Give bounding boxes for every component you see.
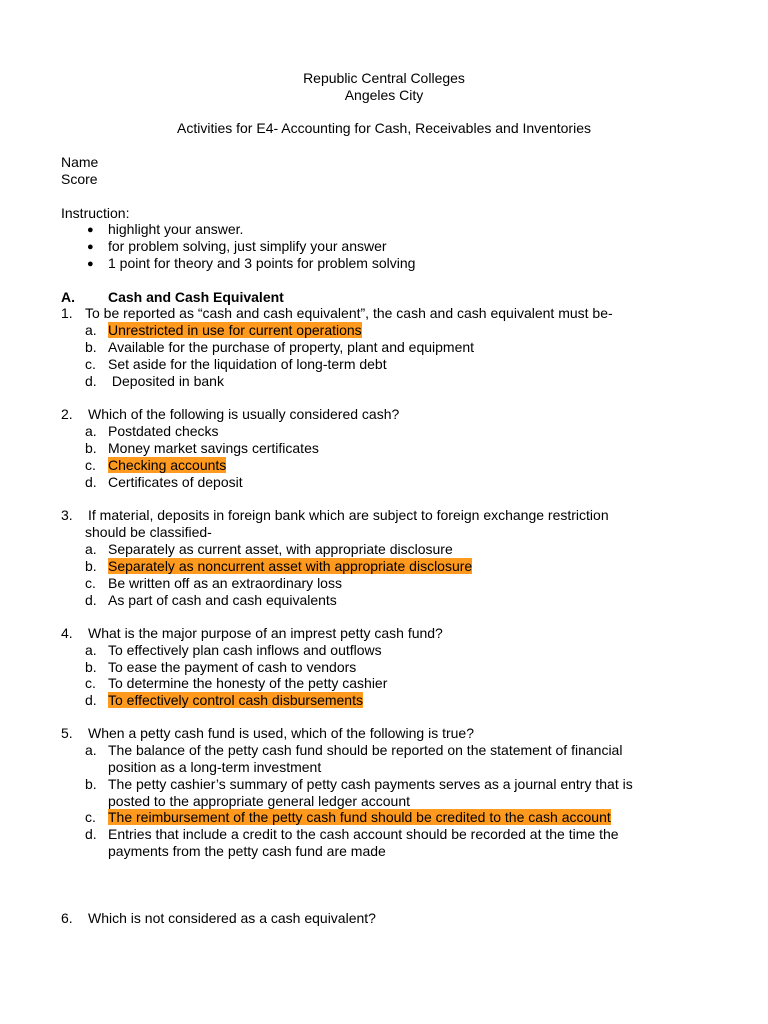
option-text: Money market savings certificates [108, 440, 319, 456]
question-number: 6. [61, 910, 73, 926]
answer-highlight: Unrestricted in use for current operations [108, 322, 362, 338]
option-letter: a. [85, 423, 97, 439]
question-text: Which is not considered as a cash equivalent? [88, 910, 376, 926]
answer-highlight: Checking accounts [108, 457, 227, 473]
option-letter: a. [85, 322, 97, 338]
option-text: Entries that include a credit to the cash account should be recorded at the time the [108, 826, 619, 842]
school-city: Angeles City [344, 87, 424, 103]
option-letter: b. [85, 558, 97, 574]
question-text: If material, deposits in foreign bank which are subject to foreign exchange restriction [88, 507, 609, 523]
option-letter: a. [85, 541, 97, 557]
answer-highlight: Separately as noncurrent asset with appropriate disclosure [108, 558, 473, 574]
option-letter: c. [85, 675, 96, 691]
option-text: Set aside for the liquidation of long-term debt [108, 356, 387, 372]
option-letter: b. [85, 339, 97, 355]
option-text: Separately as current asset, with appropriate disclosure [108, 541, 453, 557]
bullet-icon: ● [87, 241, 94, 253]
option-text: Certificates of deposit [108, 474, 243, 490]
instruction-label: Instruction: [61, 205, 130, 221]
option-letter: d. [85, 692, 97, 708]
option-letter: b. [85, 659, 97, 675]
section-letter: A. [61, 289, 75, 305]
option-letter: d. [85, 373, 97, 389]
question-text: When a petty cash fund is used, which of the following is true? [88, 725, 474, 741]
option-text: To determine the honesty of the petty cashier [108, 675, 388, 691]
activity-title: Activities for E4- Accounting for Cash, Receivables and Inventories [177, 120, 591, 136]
option-letter: c. [85, 575, 96, 591]
option-text: Available for the purchase of property, plant and equipment [108, 339, 475, 355]
question-text-continued: should be classified- [85, 524, 212, 540]
instruction-bullet: highlight your answer. [108, 221, 244, 237]
option-text: Deposited in bank [108, 373, 224, 389]
question-number: 2. [61, 406, 73, 422]
instruction-bullet: for problem solving, just simplify your answer [108, 238, 387, 254]
answer-highlight: The reimbursement of the petty cash fund should be credited to the cash account [108, 809, 611, 825]
question-text: What is the major purpose of an imprest petty cash fund? [88, 625, 443, 641]
option-text: To effectively plan cash inflows and outflows [108, 642, 382, 658]
option-letter: d. [85, 592, 97, 608]
option-text: As part of cash and cash equivalents [108, 592, 337, 608]
option-text: Postdated checks [108, 423, 219, 439]
option-text: The balance of the petty cash fund should be reported on the statement of financial [108, 742, 623, 758]
option-text: Be written off as an extraordinary loss [108, 575, 342, 591]
answer-highlight: To effectively control cash disbursements [108, 692, 363, 708]
question-number: 4. [61, 625, 73, 641]
option-text: The petty cashier’s summary of petty cash payments serves as a journal entry that is [108, 776, 633, 792]
section-title: Cash and Cash Equivalent [108, 289, 284, 305]
score-label: Score [61, 171, 98, 187]
option-letter: d. [85, 826, 97, 842]
bullet-icon: ● [87, 258, 94, 270]
option-text: To ease the payment of cash to vendors [108, 659, 357, 675]
option-letter: c. [85, 809, 96, 825]
option-letter: c. [85, 457, 96, 473]
option-letter: a. [85, 742, 97, 758]
question-number: 5. [61, 725, 73, 741]
instruction-bullet: 1 point for theory and 3 points for problem solving [108, 255, 416, 271]
option-text-continued: payments from the petty cash fund are made [108, 843, 386, 859]
option-letter: b. [85, 440, 97, 456]
option-text-continued: posted to the appropriate general ledger account [108, 793, 410, 809]
question-number: 3. [61, 507, 73, 523]
option-text-continued: position as a long-term investment [108, 759, 322, 775]
question-text: Which of the following is usually considered cash? [88, 406, 400, 422]
option-letter: a. [85, 642, 97, 658]
school-name: Republic Central Colleges [303, 70, 465, 86]
name-label: Name [61, 154, 99, 170]
option-letter: d. [85, 474, 97, 490]
question-number: 1. [61, 305, 73, 321]
option-letter: c. [85, 356, 96, 372]
question-text: To be reported as “cash and cash equivalent”, the cash and cash equivalent must be- [85, 305, 613, 321]
bullet-icon: ● [87, 224, 94, 236]
option-letter: b. [85, 776, 97, 792]
